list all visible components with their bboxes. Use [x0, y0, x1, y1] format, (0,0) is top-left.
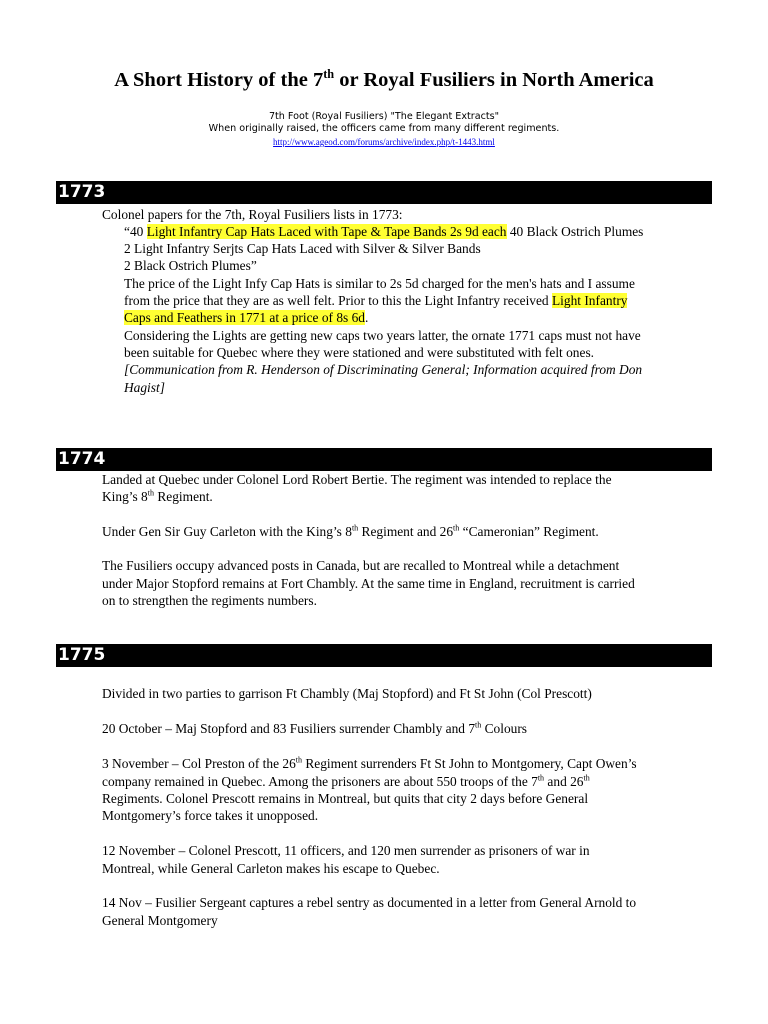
quote-line: 2 Light Infantry Serjts Cap Hats Laced with Silver & Silver Bands: [124, 241, 481, 256]
paragraph-line: The price of the Light Infy Cap Hats is similar to 2s 5d charged for the men's hats and I assume: [124, 276, 635, 291]
source-link[interactable]: http://www.ageod.com/forums/archive/index.php/t-1443.html: [273, 137, 495, 147]
section-year: 1774: [58, 449, 106, 469]
paragraph-line: been suitable for Quebec where they were stationed and were substituted with felt ones.: [124, 345, 594, 360]
section-header-1774: [56, 448, 712, 471]
paragraph-line: 12 November – Colonel Prescott, 11 officers, and 120 men surrender as prisoners of war in: [102, 843, 590, 858]
citation-line: Hagist]: [124, 380, 165, 395]
subtitle-note: When originally raised, the officers came from many different regiments.: [208, 123, 560, 134]
page-title: A Short History of the 7th or Royal Fusiliers in North America: [114, 67, 654, 91]
paragraph-line: 20 October – Maj Stopford and 83 Fusiliers surrender Chambly and 7th Colours: [102, 720, 528, 736]
section-year: 1775: [58, 645, 106, 665]
subtitle-nickname: 7th Foot (Royal Fusiliers) "The Elegant Extracts": [268, 111, 500, 122]
source-link-line: [0, 137, 768, 148]
paragraph-line: Considering the Lights are getting new caps two years latter, the ornate 1771 caps must not have: [124, 328, 641, 343]
paragraph-line: King’s 8th Regiment.: [102, 488, 213, 504]
highlighted-text: Light Infantry Cap Hats Laced with Tape & Tape Bands 2s 9d each: [146, 224, 507, 239]
quote-line: “40 Light Infantry Cap Hats Laced with Tape & Tape Bands 2s 9d each 40 Black Ostrich Plumes: [124, 224, 644, 239]
section-header-1775: [56, 644, 712, 667]
paragraph-line: Divided in two parties to garrison Ft Chambly (Maj Stopford) and Ft St John (Col Prescott): [102, 686, 592, 701]
paragraph-line: The Fusiliers occupy advanced posts in Canada, but are recalled to Montreal while a detachment: [102, 558, 620, 573]
paragraph-line: company remained in Quebec. Among the prisoners are about 550 troops of the 7th and 26th: [102, 773, 590, 789]
paragraph-line: Regiments. Colonel Prescott remains in Montreal, but quits that city 2 days before General: [102, 791, 589, 806]
highlighted-text: Light Infantry: [551, 293, 628, 308]
quote-line: 2 Black Ostrich Plumes”: [124, 258, 257, 273]
highlighted-text: Caps and Feathers in 1771 at a price of 8s 6d: [124, 310, 365, 325]
paragraph-line: Landed at Quebec under Colonel Lord Robert Bertie. The regiment was intended to replace the: [102, 472, 612, 487]
paragraph-line: under Major Stopford remains at Fort Chambly. At the same time in England, recruitment is carried: [102, 576, 635, 591]
paragraph-line: 3 November – Col Preston of the 26th Regiment surrenders Ft St John to Montgomery, Capt Owen’s: [102, 755, 637, 771]
paragraph-line: on to strengthen the regiments numbers.: [102, 593, 317, 608]
section-header-1773: [56, 181, 712, 204]
paragraph-line: Montreal, while General Carleton makes his escape to Quebec.: [102, 861, 440, 876]
paragraph-line: Under Gen Sir Guy Carleton with the King’s 8th Regiment and 26th “Cameronian” Regiment.: [102, 523, 599, 539]
paragraph-line: Caps and Feathers in 1771 at a price of 8s 6d.: [124, 310, 369, 325]
section-year: 1773: [58, 182, 106, 202]
citation-line: [Communication from R. Henderson of Discriminating General; Information acquired from Don: [124, 362, 643, 377]
paragraph-line: 14 Nov – Fusilier Sergeant captures a rebel sentry as documented in a letter from General Arnold to: [102, 895, 637, 910]
paragraph-1773-intro: Colonel papers for the 7th, Royal Fusiliers lists in 1773:: [102, 207, 403, 222]
paragraph-line: from the price that they are as well felt. Prior to this the Light Infantry received Light Infantry: [124, 293, 628, 308]
paragraph-line: General Montgomery: [102, 913, 218, 928]
paragraph-line: Montgomery’s force takes it unopposed.: [102, 808, 319, 823]
